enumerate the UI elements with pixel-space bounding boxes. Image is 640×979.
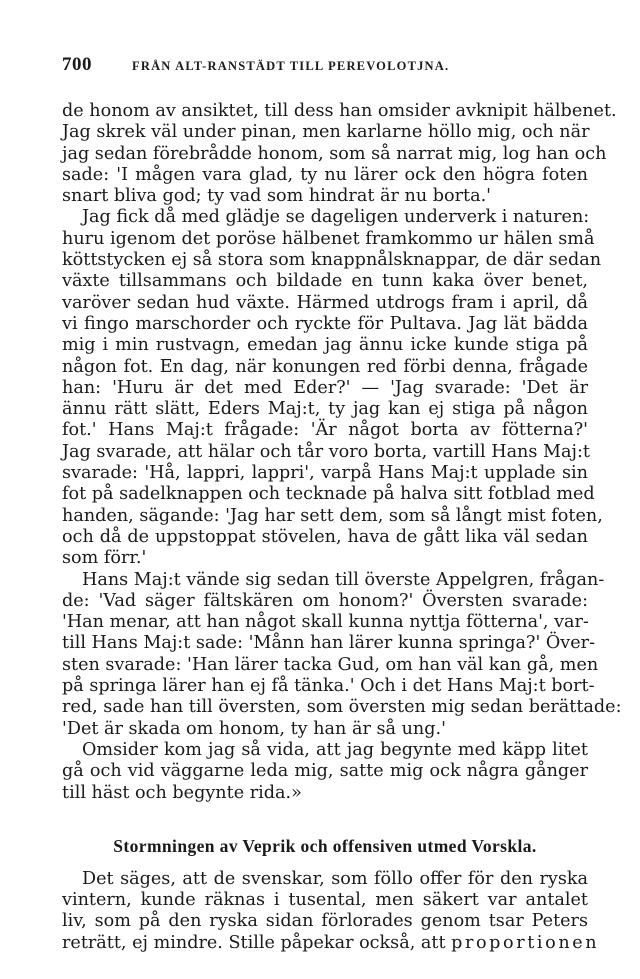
text-line: huru igenom det poröse hälbenet framkommo ur hälen små [62, 228, 595, 249]
text-line: växte tillsammans och bildade en tunn kaka över benet, [62, 271, 588, 292]
running-title: FRÅN ALT-RANSTÄDT TILL PEREVOLOTJNA. [132, 59, 450, 73]
text-line: Hans Maj:t vände sig sedan till överste Appelgren, frågan- [82, 569, 605, 590]
paragraph-2 [62, 207, 603, 569]
text-line: Jag skrek väl under pinan, men karlarne höllo mig, och när [62, 122, 590, 143]
text-line: de: 'Vad säger fältskären om honom?' Översten svarade: [62, 590, 588, 611]
text-line: på springa lärer han ej få tänka.' Och i det Hans Maj:t bort- [62, 676, 595, 697]
text-line: jag sedan förebrådde honom, som så narrat mig, log han och [62, 143, 607, 164]
text-line: Omsider kom jag så vida, att jag begynte med käpp litet [82, 739, 588, 760]
text-line-final [62, 932, 600, 954]
text-line: han: 'Huru är det med Eder?' — 'Jag svarade: 'Det är [62, 377, 588, 398]
text-line: fot på sadelknappen och tecknade på halva sitt fotblad med [62, 484, 595, 505]
text-line: till Hans Maj:t sade: 'Månn han lärer kunna springa?' Över- [62, 633, 596, 654]
section-heading: Stormningen av Veprik och offensiven utmed Vorskla. [113, 835, 537, 856]
book-page [62, 54, 622, 954]
text-line: red, sade han till översten, som översten mig sedan berättade: [62, 697, 622, 718]
body-text [62, 101, 622, 954]
text-line: ännu rätt slätt, Eders Maj:t, ty jag kan ej stiga på någon [62, 399, 588, 420]
running-header [62, 54, 588, 84]
text-line: gå och vid väggarne leda mig, satte mig ock några gånger [62, 761, 588, 782]
text-line: Jag fick då med glädje se dageligen underverk i naturen: [82, 207, 590, 228]
text-line: de honom av ansiktet, till dess han omsider avknipit hälbenet. [62, 101, 617, 121]
text-line: svarade: 'Hå, lappri, lappri', varpå Hans Maj:t upplade sin [62, 463, 588, 484]
text-line: någon fot. En dag, när konungen red förbi denna, frågade [62, 356, 588, 377]
text-line: Jag svarade, att hälar och tår voro borta, vartill Hans Maj:t [62, 441, 590, 462]
paragraph-3 [62, 569, 622, 740]
text-line: snart bliva god; ty vad som hindrat är nu borta.' [62, 186, 491, 207]
text-line: sten svarade: 'Han lärer tacka Gud, om han väl kan gå, men [62, 654, 599, 675]
text-line-prefix: reträtt, ej mindre. Stille påpekar också, att [62, 932, 452, 953]
text-line: liv, som på den ryska sidan förlorades genom tsar Peters [62, 911, 588, 932]
text-line: vintern, kunde räknas i tusental, men säkert var antalet [62, 890, 588, 911]
text-line: varöver sedan hud växte. Härmed utdrogs fram i april, då [62, 292, 588, 313]
text-line: mig i min rustvagn, emedan jag ännu icke kunde stiga på [62, 335, 588, 356]
text-line: som förr.' [62, 548, 147, 569]
text-line: och då de uppstoppat stövelen, hava de gått lika väl sedan [62, 526, 588, 547]
paragraph-1 [62, 101, 617, 207]
text-line: handen, sägande: 'Jag har sett dem, som så långt mist foten, [62, 505, 603, 526]
text-line: sade: 'I mågen vara glad, ty nu lärer ock den högra foten [62, 164, 588, 185]
text-line: till häst och begynte rida.» [62, 782, 302, 803]
page-number: 700 [62, 54, 92, 75]
text-line: 'Det är skada om honom, ty han är så ung.' [62, 718, 446, 739]
text-line: 'Han menar, att han något skall kunna nyttja fötterna', var- [62, 612, 589, 633]
text-line: vi fingo marschorder och ryckte för Pultava. Jag lät bädda [62, 313, 588, 334]
text-line: Det säges, att de svenskar, som föllo offer för den ryska [82, 868, 588, 889]
emphasized-word: proportionen [451, 932, 600, 953]
section-paragraph [62, 868, 600, 954]
paragraph-4 [62, 740, 588, 804]
text-line: köttstycken ej så stora som knappnålsknappar, de där sedan [62, 250, 602, 271]
text-line: fot.' Hans Maj:t frågade: 'Är något borta av fötterna?' [62, 420, 588, 441]
